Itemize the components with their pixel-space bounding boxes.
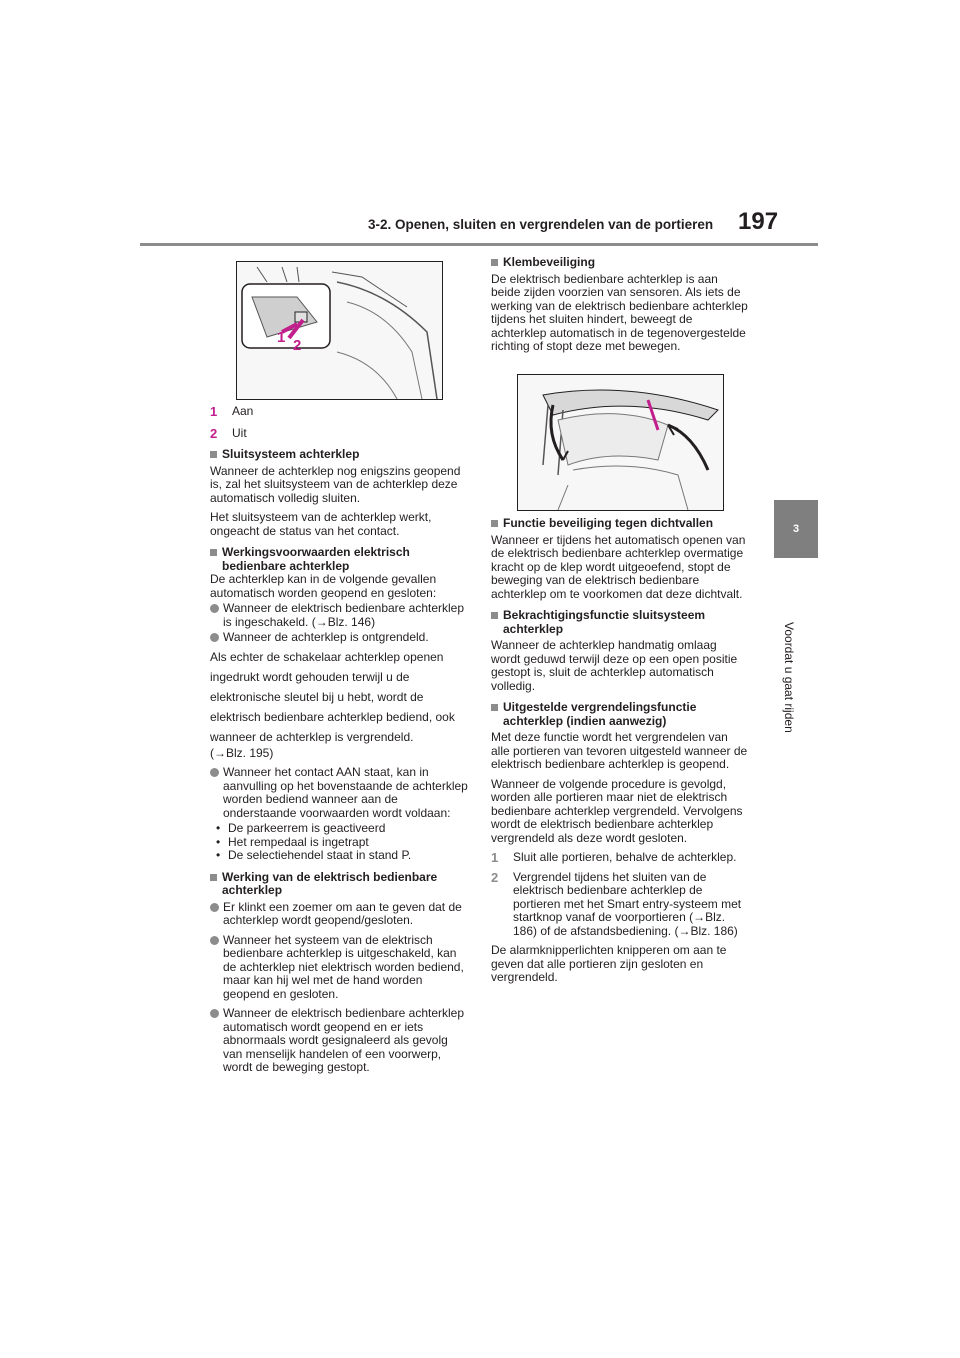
- paragraph: (→Blz. 195): [210, 745, 274, 760]
- bullet-item: Wanneer het systeem van de elektrisch bedienbare achterklep is uitgeschakeld, kan de achterklep niet elektrisch worden bediend, maar kan hij wel met de hand worden geopend en gesloten.: [210, 934, 468, 1002]
- heading-fall-protection: Functie beveiliging tegen dichtvallen: [491, 517, 749, 531]
- left-column: [210, 405, 468, 1081]
- dash-item: • Het rempedaal is ingetrapt: [216, 834, 369, 849]
- heading-closing-assist: Bekrachtigingsfunctie sluitsysteem achterklep: [491, 609, 749, 636]
- heading-delayed-locking: Uitgestelde vergrendelingsfunctie achterklep (indien aanwezig): [491, 701, 749, 728]
- section-title: 3-2. Openen, sluiten en vergrendelen van de portieren: [368, 217, 714, 232]
- tailgate-switch-figure: [236, 261, 443, 400]
- paragraph: De achterklep kan in de volgende gevallen automatisch worden geopend en gesloten:: [210, 572, 437, 600]
- header-rule: [140, 243, 818, 246]
- chapter-tab: 3: [774, 500, 818, 558]
- bullet-item: Wanneer het contact AAN staat, kan in aanvulling op het bovenstaande de achterklep worden bediend wanneer aan de onderstaande voorwaarden wordt voldaan:: [210, 766, 468, 820]
- chapter-title: Voordat u gaat rijden: [782, 622, 796, 733]
- callout-2: 2: [293, 337, 302, 354]
- paragraph: Wanneer de volgende procedure is gevolgd, worden alle portieren maar niet de elektrisch bedienbare achterklep vergrendeld. Vervolgens wordt de elektrisch bedienbare achterklep vergrendeld als deze wordt gesloten.: [491, 776, 743, 845]
- dash-item: • De selectiehendel staat in stand P.: [216, 848, 412, 862]
- bullet-item: Wanneer de elektrisch bedienbare achterklep automatisch wordt geopend en er iets abnormaals wordt gesignaleerd als gevolg van menselijk handelen of een voorwerp, wordt de beweging gestopt.: [210, 1007, 468, 1075]
- heading-jam-protection: Klembeveiliging: [491, 256, 749, 270]
- bullet-item: Wanneer de achterklep is ontgrendeld.: [210, 631, 468, 645]
- step-item: 1 Sluit alle portieren, behalve de achterklep.: [491, 850, 737, 865]
- step-item: 2 Vergrendel tijdens het sluiten van de elektrisch bedienbare achterklep de portieren met het Smart entry-systeem met startknop vanaf de voorportieren (→Blz. 186) of de afstandsbediening. (→Blz. 186): [491, 869, 742, 938]
- tailgate-switch-illustration: [237, 262, 442, 399]
- heading-closing-system: Sluitsysteem achterklep: [210, 448, 468, 462]
- callout-1: 1: [277, 329, 286, 346]
- right-column-lower: [491, 517, 749, 991]
- dash-item: • De parkeerrem is geactiveerd: [216, 821, 386, 835]
- right-column: [491, 256, 749, 360]
- paragraph: Het sluitsysteem van de achterklep werkt, ongeacht de status van het contact.: [210, 510, 432, 538]
- bullet-item: Er klinkt een zoemer om aan te geven dat de achterklep wordt geopend/gesloten.: [210, 901, 468, 928]
- paragraph: Met deze functie wordt het vergrendelen van alle portieren van tevoren uitgesteld wanneer de elektrisch bedienbare achterklep is geopend.: [491, 730, 748, 771]
- legend-item-on: 1 Aan: [210, 404, 254, 419]
- heading-operating-conditions: Werkingsvoorwaarden elektrisch bedienbare achterklep: [210, 546, 468, 573]
- paragraph: Wanneer de achterklep nog enigszins geopend is, zal het sluitsysteem van de achterklep deze automatisch volledig sluiten.: [210, 463, 461, 505]
- legend-item-off: 2 Uit: [210, 425, 247, 441]
- bullet-item: Wanneer de elektrisch bedienbare achterklep is ingeschakeld. (→Blz. 146): [210, 602, 468, 629]
- jam-protection-figure: [517, 374, 724, 511]
- jam-protection-illustration: [518, 375, 723, 510]
- paragraph: Wanneer de achterklep handmatig omlaag wordt geduwd terwijl deze op een open positie gestopt is, sluit de achterklep automatisch volledig.: [491, 638, 738, 693]
- paragraph: Als echter de schakelaar achterklep openen ingedrukt wordt gehouden terwijl u de elektronische sleutel bij u hebt, wordt de elektrisch bedienbare achterklep bediend, ook wanneer de achterklep is vergrendeld.: [210, 649, 455, 744]
- paragraph: De alarmknipperlichten knipperen om aan te geven dat alle portieren zijn gesloten en vergrendeld.: [491, 943, 727, 984]
- page-number: 197: [738, 208, 779, 235]
- paragraph: Wanneer er tijdens het automatisch openen van de elektrisch bedienbare achterklep overmatige kracht op de klep wordt uitgeoefend, stopt de beweging van de elektrisch bedienbare achterklep om te voorkomen dat deze dichtvalt.: [491, 532, 746, 601]
- heading-power-tailgate-operation: Werking van de elektrisch bedienbare achterklep: [210, 871, 468, 898]
- paragraph: De elektrisch bedienbare achterklep is aan beide zijden voorzien van sensoren. Als iets de werking van de elektrisch bedienbare achterklep tijdens het sluiten hindert, beweegt de achterklep automatisch in de tegenovergestelde richting of stopt deze met bewegen.: [491, 271, 748, 353]
